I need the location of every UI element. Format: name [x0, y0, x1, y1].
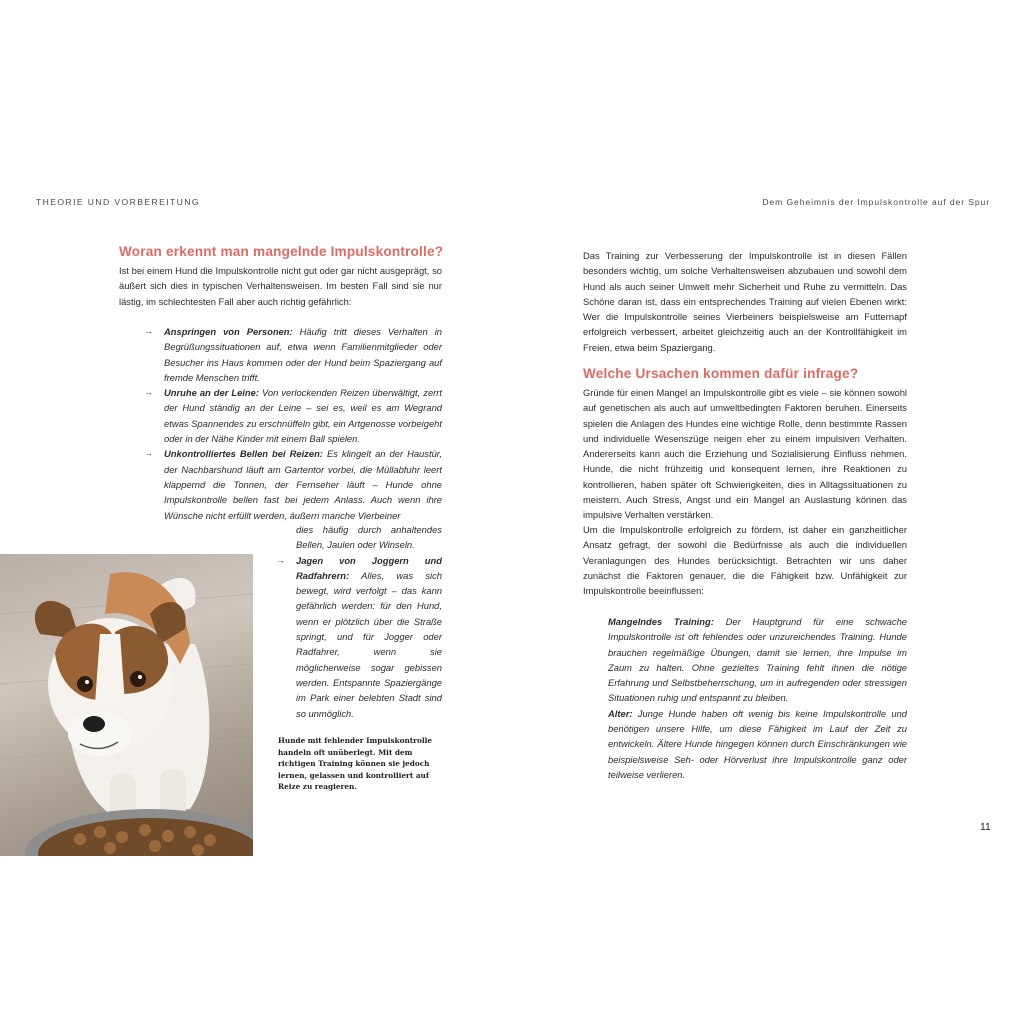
list-item-text: Alles, was sich bewegt, wird verfolgt – das kann gefährlich werden: für den Hund, wenn er plötzlich über die Straße springt, und für Jogger oder Radfahrer, wenn sie möglicherweise sogar gebissen werden. Entspannte Spaziergänge im Park einer belebten Stadt sind so unmöglich.	[296, 569, 442, 719]
approach-paragraph: Um die Impulskontrolle erfolgreich zu fördern, ist daher ein ganzheitlicher Ansatz gefragt, der sowohl die Bedürfnisse als auch die individuellen Veranlagungen des Hundes berücksichtigt. Betrachten wir uns daher zunächst die Faktoren genauer, die die Fähigkeit bzw. Unfähigkeit zur Impulskontrolle beeinflussen:	[583, 524, 907, 597]
section-heading-impulse-signs: Woran erkennt man mangelnde Impulskontrolle?	[119, 244, 444, 259]
list-item-continued	[296, 522, 442, 553]
list-item-text: Von verlockenden Reizen überwältigt, zerrt der Hund ständig an der Leine – sei es, weil es am Wegrand etwas Spannendes zu erschnüffeln gibt, ein Artgenosse vorbeigeht oder in der Nähe Kinder mit einem Ball spielen.	[164, 387, 443, 445]
photo-caption: Hunde mit fehlender Impulskontrolle handeln oft unüberlegt. Mit dem richtigen Training können sie jedoch lernen, gelassen und kontrolliert auf Reize zu reagieren.	[278, 736, 433, 792]
list-item	[608, 614, 907, 706]
list-item-text: Der Hauptgrund für eine schwache Impulskontrolle ist oft fehlendes oder unzureichendes Training. Hunde brauchen regelmäßige Übungen, damit sie lernen, ihre Impulse im Zaum zu halten. Ohne gezieltes Training fehlt ihnen die nötige Erfahrung und Selbstbeherrschung, um in aufregenden oder stressigen Situationen ruhig und entspannt zu bleiben.	[608, 616, 908, 704]
symptom-list	[144, 324, 443, 523]
symptom-list-continued	[276, 522, 442, 721]
factors-list	[608, 614, 907, 782]
list-item-term: Unkontrolliertes Bellen bei Reizen:	[164, 448, 323, 460]
right-intro-paragraph: Das Training zur Verbesserung der Impulskontrolle ist in diesen Fällen besonders wichtig, um solche Verhaltensweisen abzubauen und sowohl dem Hund als auch seiner Umwelt mehr Sicherheit und Ruhe zu vermitteln. Das Schöne daran ist, dass ein entsprechendes Training auf vielen Ebenen wirkt: Wer die Impulskontrolle seines Vierbeiners beispielsweise am Futternapf erfolgreich verbessert, arbeitet gleichzeitig auch an der Kontrollfähigkeit im Freien, etwa beim Spaziergang.	[583, 250, 907, 353]
list-item	[608, 706, 907, 782]
intro-paragraph: Ist bei einem Hund die Impulskontrolle nicht gut oder gar nicht ausgeprägt, so äußert sich dies in typischen Verhaltensweisen. Im besten Fall sind sie nur lästig, im schlechtesten Fall aber auch richtig gefährlich:	[119, 265, 442, 307]
list-item	[276, 553, 442, 721]
list-item-text: Junge Hunde haben oft wenig bis keine Impulskontrolle und benötigen unsere Hilfe, um diese Fähigkeit im Lauf der Zeit zu entwickeln. Ältere Hunde hingegen können durch Einschränkungen wie beispielsweise Seh- oder Hörverlust ihre Impulskontrolle ganz oder teilweise verlieren.	[608, 707, 907, 780]
list-item-term: Mangelndes Training:	[608, 616, 714, 627]
list-item-term: Anspringen von Personen:	[164, 326, 293, 337]
list-item-term: Alter:	[608, 707, 633, 719]
dog-illustration	[0, 554, 253, 856]
list-item-text: dies häufig durch anhaltendes Bellen, Jaulen oder Winseln.	[296, 524, 442, 551]
list-item	[144, 385, 443, 446]
running-header-right: Dem Geheimnis der Impulskontrolle auf der Spur	[762, 197, 990, 207]
arrow-bullet-icon: →	[144, 326, 153, 336]
arrow-bullet-icon: →	[276, 554, 285, 565]
list-item-term: Unruhe an der Leine:	[164, 387, 259, 399]
list-item	[144, 446, 442, 522]
list-item	[144, 324, 442, 385]
causes-paragraph: Gründe für einen Mangel an Impulskontrolle gibt es viele – sie können sowohl auf genetischen als auch auf umweltbedingten Faktoren beruhen. Einerseits spielen die Anlagen des Hundes eine wichtige Rolle, denn bestimmte Rassen und individuelle Wesenszüge neigen eher zu einem impulsiven Verhalten. Andererseits kann auch die Erziehung und Sozialisierung Einfluss nehmen. Hunde, die nicht frühzeitig und konsequent lernen, ihre Reaktionen zu kontrollieren, haben später oft Schwierigkeiten, dies in Alltagssituationen zu meistern. Auch Stress, Angst und ein Mangel an Auslastung können das impulsive Verhalten verstärken.	[583, 387, 907, 521]
running-header-left: THEORIE UND VORBEREITUNG	[36, 197, 200, 207]
dog-photo	[0, 554, 253, 856]
list-item-term: Jagen von Joggern und Radfahrern:	[296, 554, 442, 581]
arrow-bullet-icon: →	[144, 448, 153, 459]
list-item-text: Häufig tritt dieses Verhalten in Begrüßungssituationen auf, etwa wenn Familienmitglieder oder Besucher ins Haus kommen oder der Hund beim Spaziergang auf fremde Menschen trifft.	[164, 326, 442, 383]
page-number: 11	[980, 822, 991, 833]
arrow-bullet-icon: →	[144, 387, 153, 398]
list-item-text: Es klingelt an der Haustür, der Nachbarshund läuft am Gartentor vorbei, die Müllabfuhr leert klappernd die Tonnen, der Fernseher läuft – Hunde ohne Impulskontrolle bellen fast bei jedem Anlass. Auch wenn ihre Wünsche nicht erfüllt werden, äußern manche Vierbeiner	[164, 448, 442, 521]
section-heading-causes: Welche Ursachen kommen dafür infrage?	[583, 366, 859, 381]
